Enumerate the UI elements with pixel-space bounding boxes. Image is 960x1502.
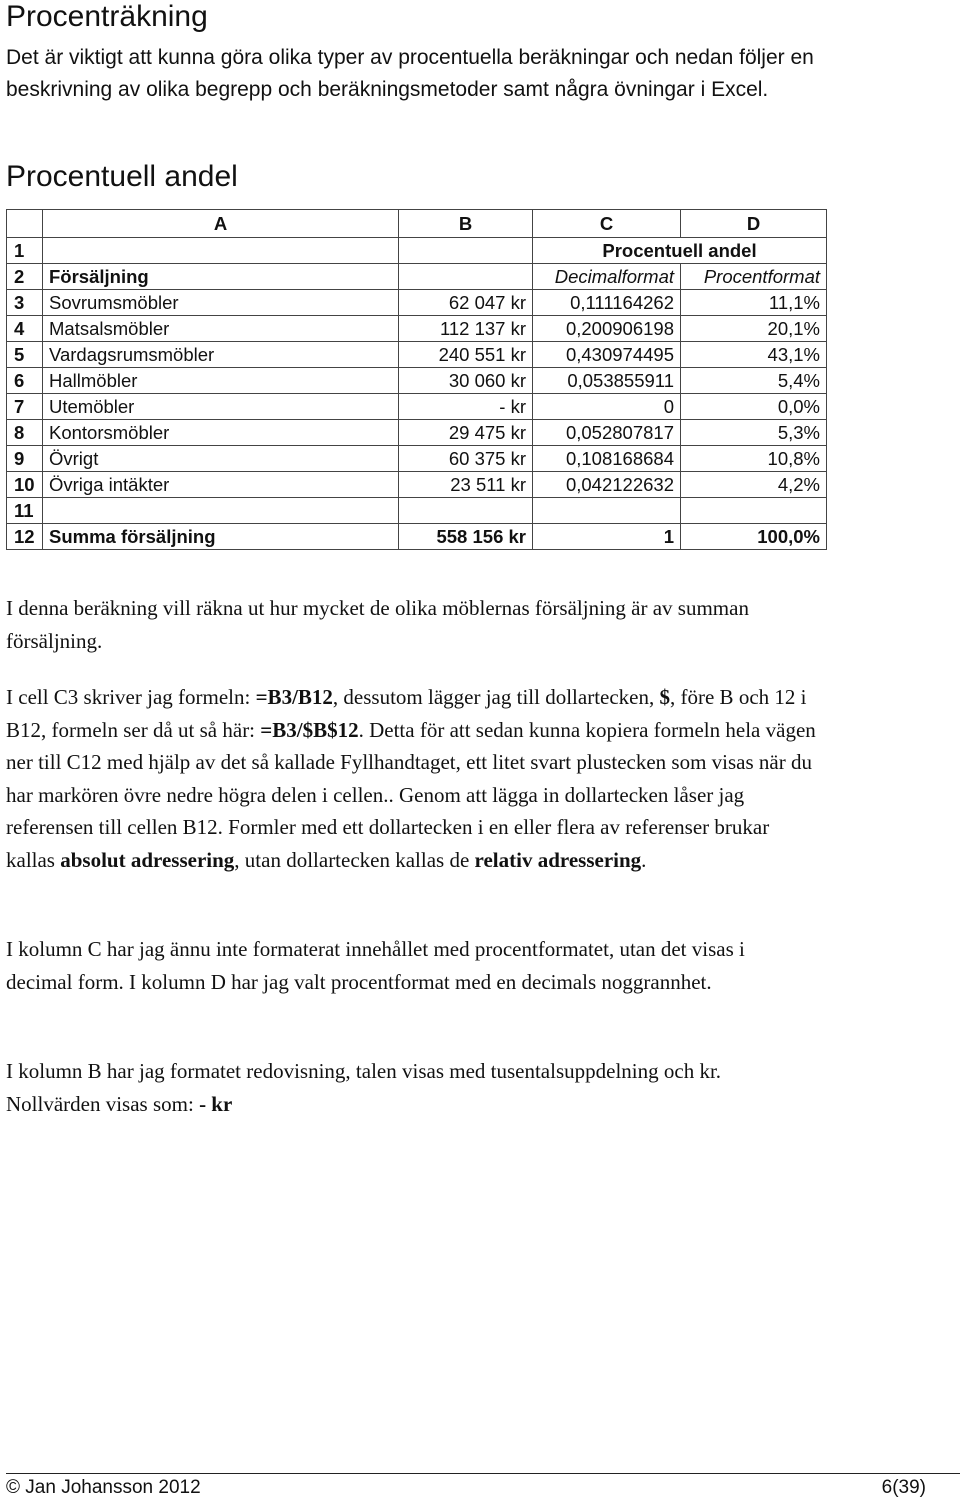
text-span: , utan dollartecken kallas de (234, 847, 475, 872)
cell-c: 0,430974495 (533, 342, 681, 368)
cell-b: 30 060 kr (399, 368, 533, 394)
cell-d: 5,4% (681, 368, 827, 394)
cell-a12: Summa försäljning (43, 524, 399, 550)
cell-d: 4,2% (681, 472, 827, 498)
cell-d11 (681, 498, 827, 524)
sheet-row (7, 290, 827, 316)
zero-value-format: - kr (199, 1091, 233, 1116)
row-number: 8 (7, 420, 43, 446)
row-number: 9 (7, 446, 43, 472)
cell-b1 (399, 238, 533, 264)
column-header-d: D (681, 210, 827, 238)
sheet-row (7, 472, 827, 498)
text-span: . (641, 847, 647, 872)
cell-a: Hallmöbler (43, 368, 399, 394)
cell-c: 0,111164262 (533, 290, 681, 316)
column-header-b: B (399, 210, 533, 238)
row-number: 6 (7, 368, 43, 394)
cell-c: 0,200906198 (533, 316, 681, 342)
cell-c: 0 (533, 394, 681, 420)
cell-d2: Procentformat (681, 264, 827, 290)
column-header-c: C (533, 210, 681, 238)
corner-cell (7, 210, 43, 238)
text-span: I cell C3 skriver jag formeln: (6, 685, 256, 709)
sheet-row-11 (7, 498, 827, 524)
cell-b: 29 475 kr (399, 420, 533, 446)
row-number: 3 (7, 290, 43, 316)
row-number: 12 (7, 524, 43, 550)
term-absolute-addressing: absolut adressering (60, 847, 235, 872)
row-number: 5 (7, 342, 43, 368)
cell-b12: 558 156 kr (399, 524, 533, 550)
cell-a: Övrigt (43, 446, 399, 472)
sheet-row-2 (7, 264, 827, 290)
row-number: 11 (7, 498, 43, 524)
cell-b: - kr (399, 394, 533, 420)
sheet-row-1 (7, 238, 827, 264)
row-number: 10 (7, 472, 43, 498)
page-title: Procenträkning (6, 0, 208, 33)
cell-d: 11,1% (681, 290, 827, 316)
cell-d: 20,1% (681, 316, 827, 342)
row-number: 4 (7, 316, 43, 342)
cell-b11 (399, 498, 533, 524)
cell-a: Övriga intäkter (43, 472, 399, 498)
cell-b: 62 047 kr (399, 290, 533, 316)
cell-c11 (533, 498, 681, 524)
sheet-row (7, 420, 827, 446)
cell-a: Sovrumsmöbler (43, 290, 399, 316)
row-number: 2 (7, 264, 43, 290)
body-paragraph-3: I kolumn C har jag ännu inte formaterat innehållet med procentformatet, utan det visas i decimal form. I kolumn D har jag valt procentformat med en decimals noggrannhet. (6, 937, 745, 994)
footer-page-number: 6(39) (881, 1477, 926, 1498)
cell-c: 0,053855911 (533, 368, 681, 394)
formula-text: =B3/$B$12 (260, 717, 359, 742)
sheet-row (7, 342, 827, 368)
sheet-row-12-total (7, 524, 827, 550)
dollar-sign-text: $ (659, 685, 670, 709)
sheet-row (7, 368, 827, 394)
cell-d: 5,3% (681, 420, 827, 446)
cell-c: 0,052807817 (533, 420, 681, 446)
text-span: , före B och 12 i B12, formeln ser då ut så här: (6, 685, 807, 742)
text-span: I kolumn B har jag formatet redovisning, talen visas med tusentalsuppdelning och kr. Nollvärden visas som: (6, 1059, 722, 1116)
formula-text: =B3/B12 (255, 685, 333, 709)
cell-c2: Decimalformat (533, 264, 681, 290)
cell-a11 (43, 498, 399, 524)
column-header-a: A (43, 210, 399, 238)
cell-a1 (43, 238, 399, 264)
cell-c: 0,042122632 (533, 472, 681, 498)
intro-paragraph: Det är viktigt att kunna göra olika typer av procentuella beräkningar och nedan följer en beskrivning av olika begrepp och beräkningsmetoder samt några övningar i Excel. (6, 46, 814, 101)
cell-c12: 1 (533, 524, 681, 550)
cell-a: Utemöbler (43, 394, 399, 420)
text-span: . Detta för att sedan kunna kopiera formeln hela vägen ner till C12 med hjälp av det så kallade Fyllhandtaget, ett litet svart plustecken som visas när du har markören övre nedre högra delen i cellen.. Genom att lägga in dollartecken låser jag referensen till cellen B12. Formler med ett dollartecken i en eller flera av referenser brukar kallas (6, 717, 816, 872)
sheet-row (7, 316, 827, 342)
row-number: 1 (7, 238, 43, 264)
cell-b: 240 551 kr (399, 342, 533, 368)
cell-b: 112 137 kr (399, 316, 533, 342)
row-number: 7 (7, 394, 43, 420)
cell-d: 43,1% (681, 342, 827, 368)
column-header-row (7, 210, 827, 238)
cell-c: 0,108168684 (533, 446, 681, 472)
text-span: , dessutom lägger jag till dollartecken, (332, 685, 660, 709)
cell-d: 10,8% (681, 446, 827, 472)
cell-d12: 100,0% (681, 524, 827, 550)
cell-c1-merged-header: Procentuell andel (533, 238, 827, 264)
cell-b2 (399, 264, 533, 290)
sheet-row (7, 394, 827, 420)
cell-b: 60 375 kr (399, 446, 533, 472)
body-paragraph-1: I denna beräkning vill räkna ut hur mycket de olika möblernas försäljning är av summan försäljning. (6, 596, 749, 653)
body-paragraph-2 (6, 681, 816, 877)
cell-a: Matsalsmöbler (43, 316, 399, 342)
cell-a2: Försäljning (43, 264, 399, 290)
cell-a: Vardagsrumsmöbler (43, 342, 399, 368)
sheet-row (7, 446, 827, 472)
cell-a: Kontorsmöbler (43, 420, 399, 446)
section-title: Procentuell andel (6, 160, 238, 193)
cell-b: 23 511 kr (399, 472, 533, 498)
body-paragraph-4 (6, 1055, 816, 1120)
term-relative-addressing: relativ adressering (474, 847, 642, 872)
spreadsheet-table (6, 209, 827, 550)
cell-d: 0,0% (681, 394, 827, 420)
footer-divider (6, 1473, 960, 1474)
footer-copyright: © Jan Johansson 2012 (6, 1477, 201, 1498)
